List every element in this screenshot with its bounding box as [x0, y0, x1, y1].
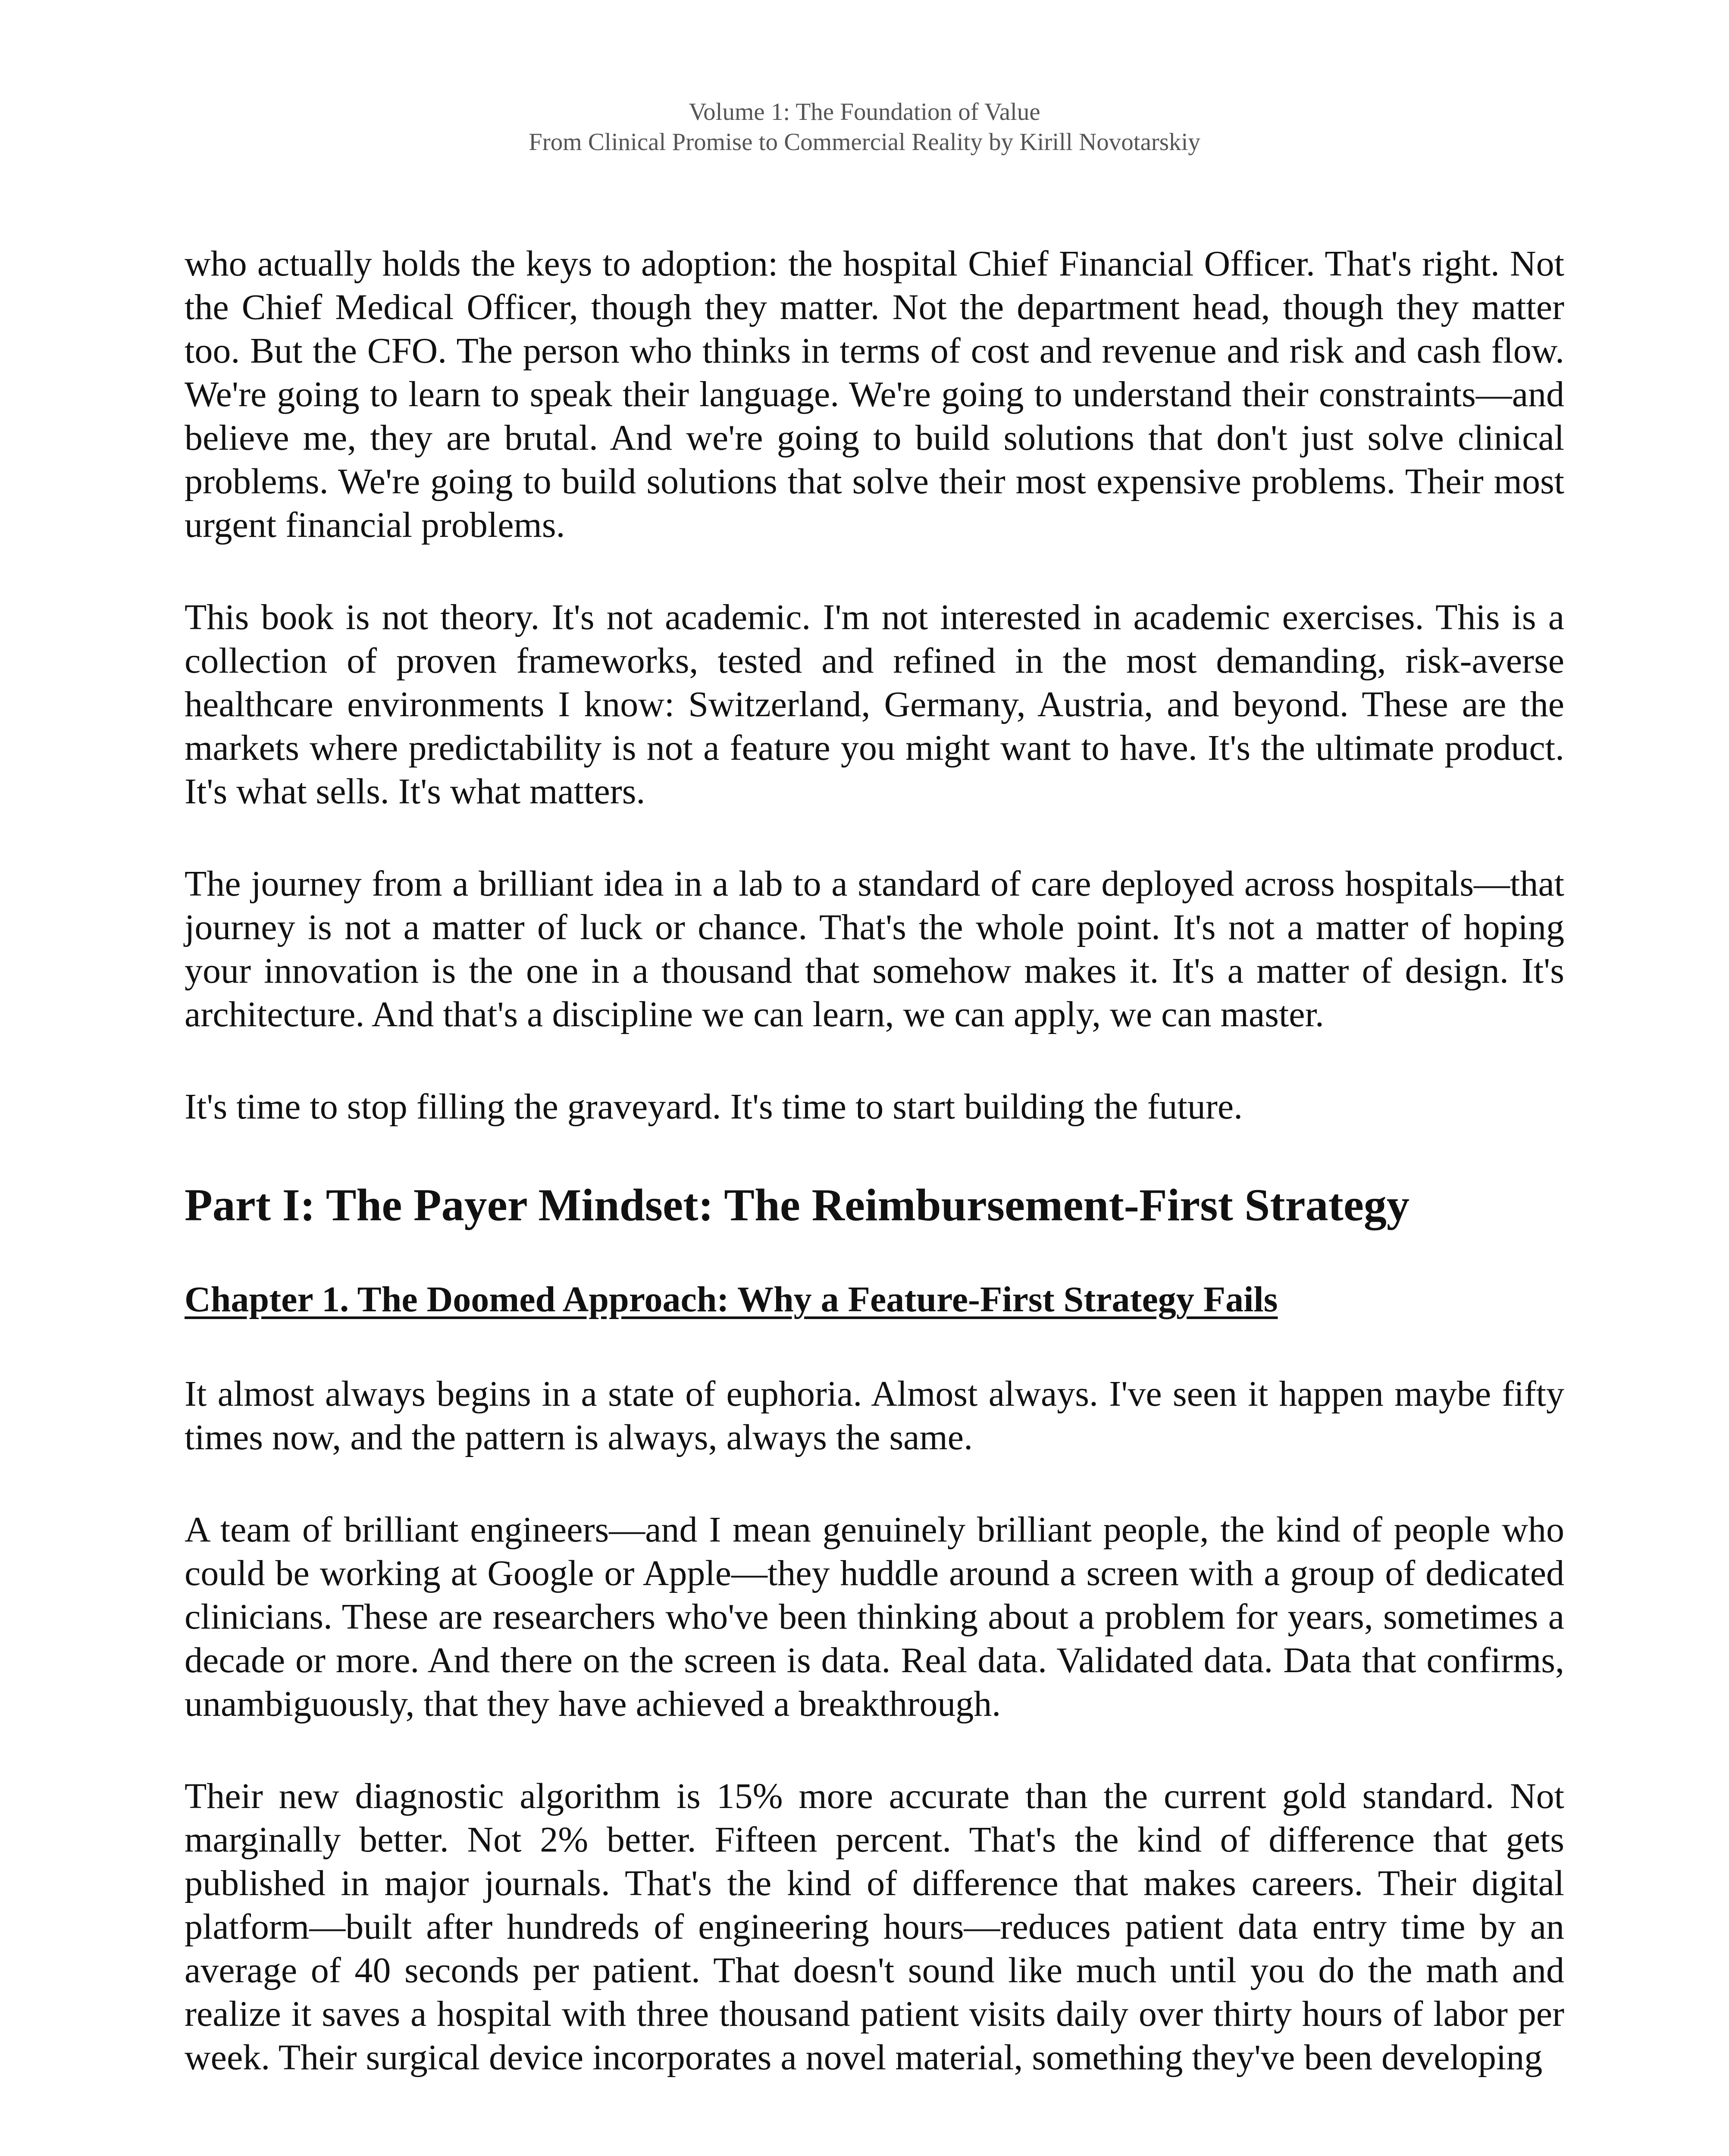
paragraph: Their new diagnostic algorithm is 15% more accurate than the current gold standard. Not marginally better. Not 2% better. Fifteen percent. That's the kind of difference that gets published in major journals. That's the kind of difference that makes careers. Their digital platform—built after hundreds of engineering hours—reduces patient data entry time by an average of 40 seconds per patient. That doesn't sound like much until you do the math and realize it saves a hospital with three thousand patient visits daily over thirty hours of labor per week. Their surgical device incorporates a novel material, something they've been developing [185, 1776, 1564, 2078]
paragraph: who actually holds the keys to adoption: the hospital Chief Financial Officer. That's right. Not the Chief Medical Officer, though they matter. Not the department head, though they matter too. But the CFO. The person who thinks in terms of cost and revenue and risk and cash flow. We're going to learn to speak their language. We're going to understand their constraints—and believe me, they are brutal. And we're going to build solutions that don't just solve clinical problems. We're going to build solutions that solve their most expensive problems. Their most urgent financial problems. [185, 244, 1564, 545]
paragraph: The journey from a brilliant idea in a lab to a standard of care deployed across hospitals—that journey is not a matter of luck or chance. That's the whole point. It's not a matter of hoping your innovation is the one in a thousand that somehow makes it. It's a matter of design. It's architecture. And that's a discipline we can learn, we can apply, we can master. [185, 864, 1564, 1034]
chapter-heading: Chapter 1. The Doomed Approach: Why a Feature-First Strategy Fails [185, 1279, 1278, 1319]
paragraph: It's time to stop filling the graveyard. It's time to start building the future. [185, 1087, 1243, 1127]
header-book-title: From Clinical Promise to Commercial Reality by Kirill Novotarskiy [529, 128, 1200, 156]
part-heading: Part I: The Payer Mindset: The Reimbursement-First Strategy [185, 1180, 1410, 1230]
running-header [0, 97, 1729, 157]
paragraph: A team of brilliant engineers—and I mean genuinely brilliant people, the kind of people who could be working at Google or Apple—they huddle around a screen with a group of dedicated clinicians. These are researchers who've been thinking about a problem for years, sometimes a decade or more. And there on the screen is data. Real data. Validated data. Data that confirms, unambiguously, that they have achieved a breakthrough. [185, 1510, 1564, 1724]
header-volume-title: Volume 1: The Foundation of Value [689, 98, 1040, 125]
page-body [185, 242, 1564, 2128]
paragraph: This book is not theory. It's not academic. I'm not interested in academic exercises. This is a collection of proven frameworks, tested and refined in the most demanding, risk-averse healthcare environments I know: Switzerland, Germany, Austria, and beyond. These are the markets where predictability is not a feature you might want to have. It's the ultimate product. It's what sells. It's what matters. [185, 597, 1564, 812]
paragraph: It almost always begins in a state of euphoria. Almost always. I've seen it happen maybe fifty times now, and the pattern is always, always the same. [185, 1374, 1564, 1457]
